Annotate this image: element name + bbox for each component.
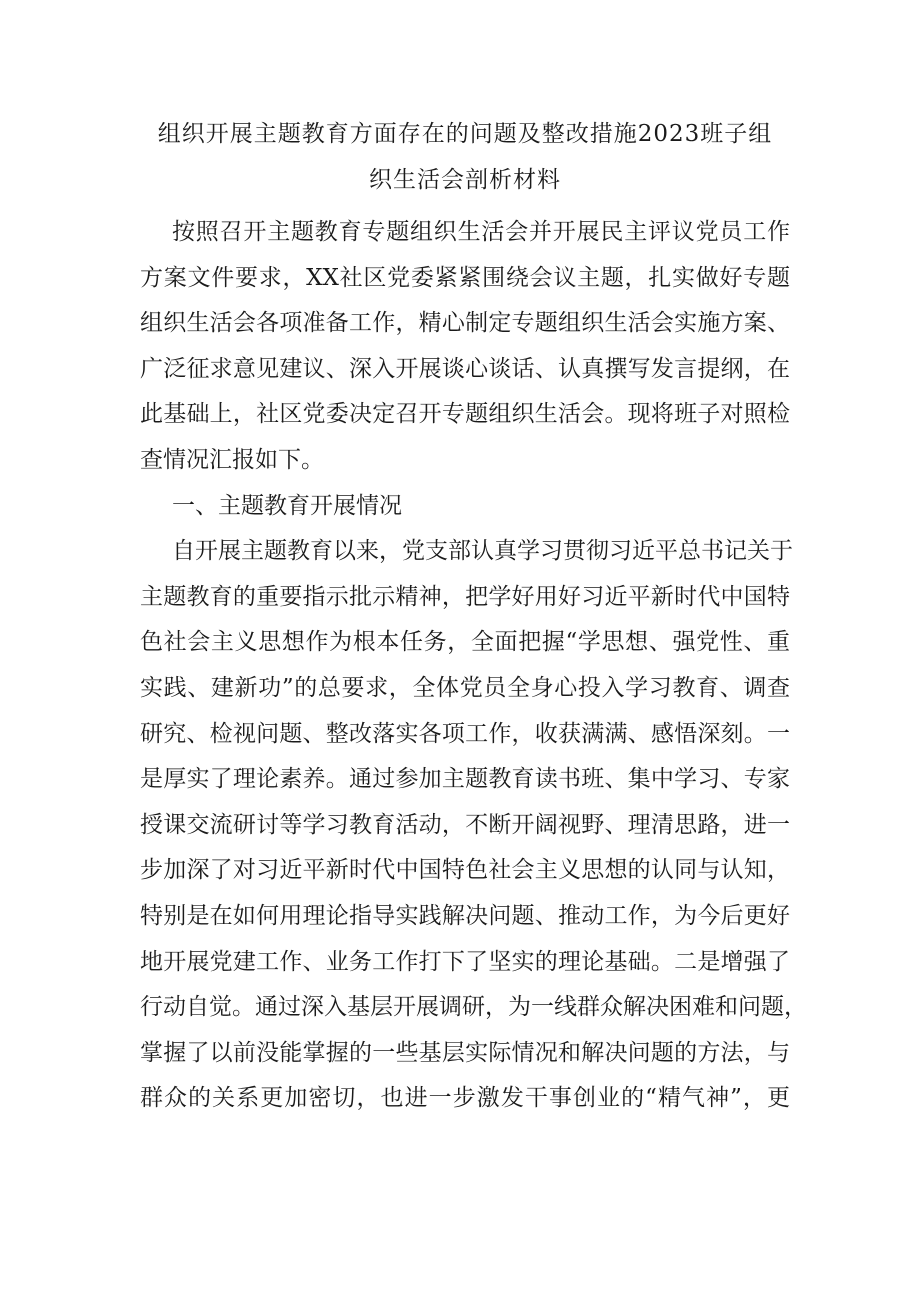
document-title-line-1: 组织开展主题教育方面存在的问题及整改措施2023班子组 — [157, 121, 773, 147]
paragraph-line: 此基础上，社区党委决定召开专题组织生活会。现将班子对照检 — [140, 401, 790, 428]
paragraph-line: 步加深了对习近平新时代中国特色社会主义思想的认同与认知， — [140, 857, 790, 884]
paragraph-line: 方案文件要求，XX社区党委紧紧围绕会议主题，扎实做好专题 — [140, 264, 790, 291]
paragraph-line: 广泛征求意见建议、深入开展谈心谈话、认真撰写发言提纲，在 — [140, 355, 790, 382]
paragraph-line: 群众的关系更加密切，也进一步激发干事创业的“精气神”，更 — [140, 1085, 790, 1112]
paragraph-line: 查情况汇报如下。 — [140, 447, 324, 473]
paragraph-line: 特别是在如何用理论指导实践解决问题、推动工作，为今后更好 — [140, 903, 790, 929]
paragraph-line: 按照召开主题教育专题组织生活会并开展民主评议党员工作 — [172, 219, 790, 245]
paragraph-line: 实践、建新功”的总要求，全体党员全身心投入学习教育、调查 — [140, 675, 790, 701]
document-title-line-2: 织生活会剖析材料 — [369, 167, 561, 193]
section-heading: 一、主题教育开展情况 — [172, 492, 402, 519]
paragraph-line: 自开展主题教育以来，党支部认真学习贯彻习近平总书记关于 — [172, 538, 793, 565]
paragraph-line: 研究、检视问题、整改落实各项工作，收获满满、感悟深刻。一 — [140, 720, 790, 747]
paragraph-line: 色社会主义思想作为根本任务，全面把握“学思想、强党性、重 — [140, 629, 790, 656]
paragraph-line: 主题教育的重要指示批示精神，把学好用好习近平新时代中国特 — [140, 583, 790, 610]
paragraph-line: 是厚实了理论素养。通过参加主题教育读书班、集中学习、专家 — [140, 766, 790, 793]
paragraph-line: 授课交流研讨等学习教育活动，不断开阔视野、理清思路，进一 — [140, 811, 790, 838]
paragraph-line: 地开展党建工作、业务工作打下了坚实的理论基础。二是增强了 — [140, 948, 790, 975]
paragraph-line: 行动自觉。通过深入基层开展调研，为一线群众解决困难和问题， — [140, 994, 807, 1021]
paragraph-line: 组织生活会各项准备工作，精心制定专题组织生活会实施方案、 — [140, 310, 790, 337]
paragraph-line: 掌握了以前没能掌握的一些基层实际情况和解决问题的方法，与 — [140, 1039, 790, 1066]
